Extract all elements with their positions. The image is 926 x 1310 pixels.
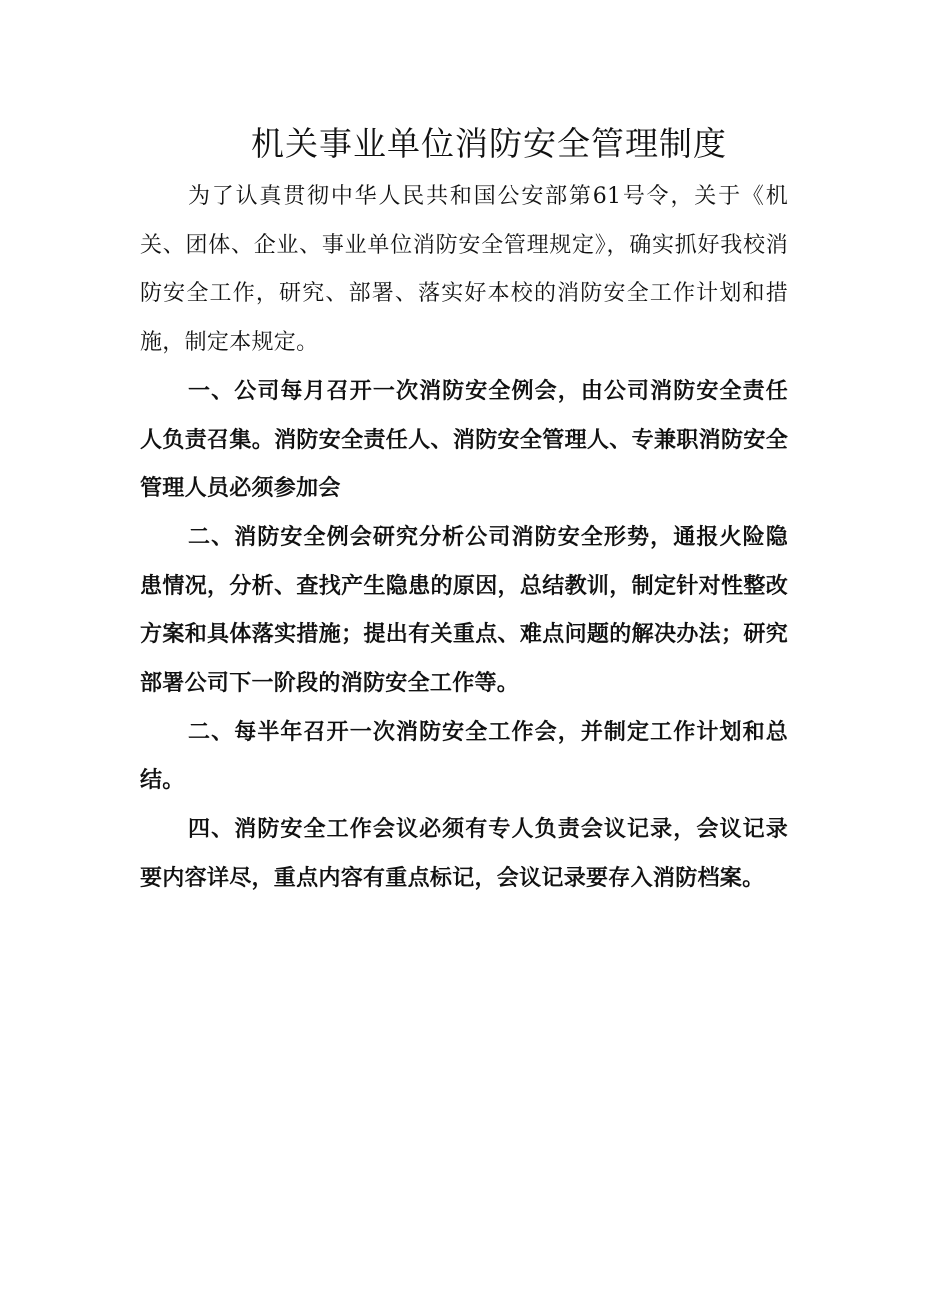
rule-paragraph-1: 一、公司每月召开一次消防安全例会，由公司消防安全责任人负责召集。消防安全责任人、消防安全管理人、专兼职消防安全管理人员必须参加会 xyxy=(140,378,788,502)
rule-paragraph-4: 四、消防安全工作会议必须有专人负责会议记录，会议记录要内容详尽，重点内容有重点标记，会议记录要存入消防档案。 xyxy=(140,817,788,891)
rule-paragraph-2: 二、消防安全例会研究分析公司消防安全形势，通报火险隐患情况，分析、查找产生隐患的原因，总结教训，制定针对性整改方案和具体落实措施；提出有关重点、难点问题的解决办法；研究部署公司下一阶段的消防安全工作等。 xyxy=(140,524,788,697)
document-title: 机关事业单位消防安全管理制度 xyxy=(251,124,727,163)
rule-paragraph-3: 二、每半年召开一次消防安全工作会，并制定工作计划和总结。 xyxy=(140,719,788,794)
intro-paragraph: 为了认真贯彻中华人民共和国公安部第61号令，关于《机关、团体、企业、事业单位消防安全管理规定》，确实抓好我校消防安全工作，研究、部署、落实好本校的消防安全工作计划和措施，制定本规定。 xyxy=(140,184,788,356)
document-body xyxy=(140,118,788,904)
